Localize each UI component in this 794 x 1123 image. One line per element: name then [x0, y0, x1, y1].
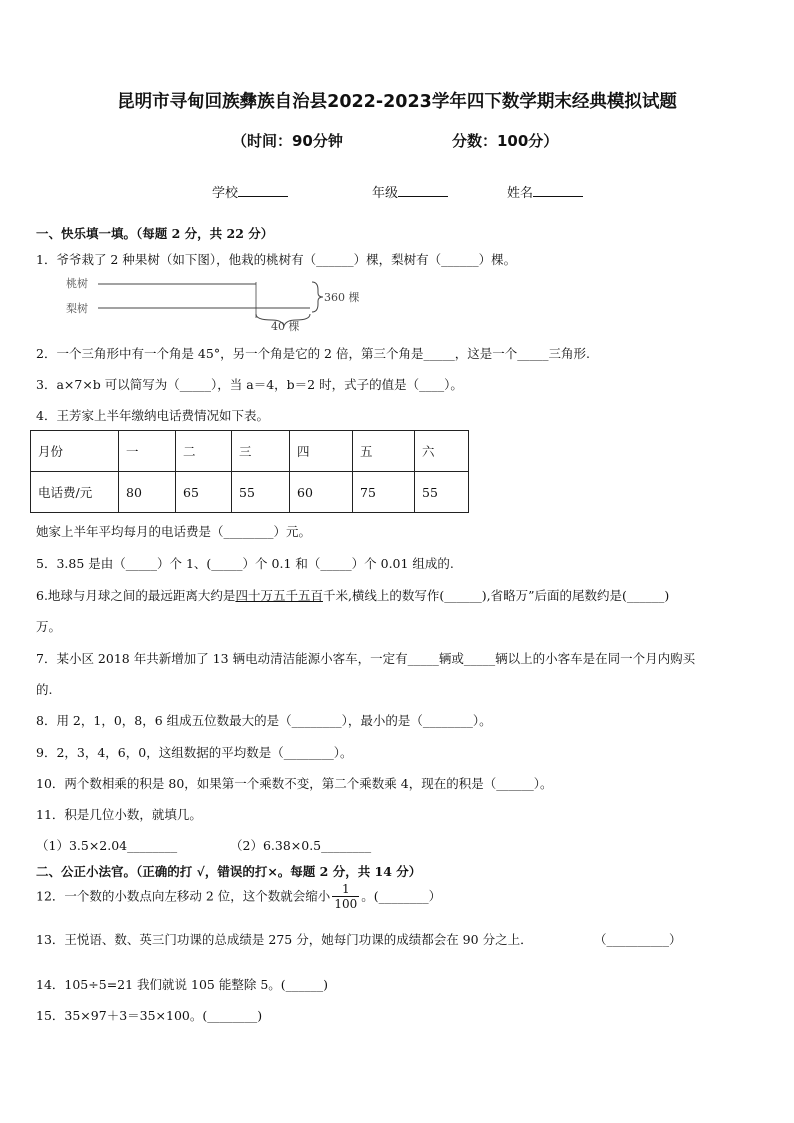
- section-1-heading: 一、快乐填一填。（每题 2 分，共 22 分）: [36, 226, 274, 241]
- section-2-heading: 二、公正小法官。（正确的打 √，错误的打×。每题 2 分，共 14 分）: [36, 864, 422, 879]
- table-cell: 二: [176, 431, 232, 472]
- question-3: 3．a×7×b 可以简写为（_____），当 a＝4，b＝2 时，式子的值是（____）。: [36, 377, 463, 392]
- question-4-followup: 她家上半年平均每月的电话费是（________）元。: [36, 524, 312, 539]
- question-11-part-2: （2）6.38×0.5________: [230, 838, 372, 853]
- question-13-answer-paren[interactable]: （__________）: [594, 932, 682, 947]
- name-blank[interactable]: [533, 184, 583, 197]
- q12-pre: 12．一个数的小数点向左移动 2 位，这个数就会缩小: [36, 888, 331, 904]
- table-row: [31, 472, 469, 513]
- question-10: 10．两个数相乘的积是 80，如果第一个乘数不变，第二个乘数乘 4，现在的积是（______）。: [36, 776, 553, 791]
- table-cell: 一: [119, 431, 176, 472]
- table-cell: 55: [415, 472, 469, 513]
- grade-field[interactable]: [372, 182, 448, 201]
- question-6: [36, 586, 669, 604]
- question-11-part-1: （1）3.5×2.04________: [36, 838, 178, 853]
- table-cell: 六: [415, 431, 469, 472]
- grade-label: 年级: [372, 186, 399, 201]
- q12-denominator: 100: [334, 897, 358, 911]
- table-cell: 65: [176, 472, 232, 513]
- table-header-cell: 电话费/元: [31, 472, 119, 513]
- table-cell: 60: [290, 472, 353, 513]
- q12-numerator: 1: [332, 882, 359, 897]
- exam-title: 昆明市寻甸回族彝族自治县2022-2023学年四下数学期末经典模拟试题: [117, 92, 677, 112]
- table-row: [31, 431, 469, 472]
- question-13: 13．王悦语、数、英三门功课的总成绩是 275 分，她每门功课的成绩都会在 90 分之上．: [36, 932, 533, 947]
- pear-label: 梨树: [66, 302, 88, 315]
- school-field[interactable]: [212, 182, 288, 201]
- question-7-line2: 的.: [36, 682, 53, 697]
- school-label: 学校: [212, 186, 239, 201]
- question-2: 2．一个三角形中有一个角是 45°，另一个角是它的 2 倍，第三个角是_____，这是一个_____三角形.: [36, 346, 590, 361]
- question-9: 9．2，3，4，6，0，这组数据的平均数是（________）。: [36, 745, 353, 760]
- total-brace: [312, 282, 323, 312]
- question-8: 8．用 2，1，0，8，6 组成五位数最大的是（________），最小的是（________）。: [36, 713, 492, 728]
- question-12: [36, 882, 441, 911]
- exam-time: （时间：90分钟: [232, 132, 343, 150]
- question-6-line2: 万。: [36, 619, 62, 634]
- question-4: 4．王芳家上半年缴纳电话费情况如下表。: [36, 408, 269, 423]
- table-header-cell: 月份: [31, 431, 119, 472]
- q6-pre: 6.地球与月球之间的最远距离大约是: [36, 588, 236, 603]
- question-14: 14．105÷5=21 我们就说 105 能整除 5。(______): [36, 977, 329, 992]
- q12-post: 。(________）: [361, 888, 442, 904]
- question-5: 5．3.85 是由（_____）个 1、(_____）个 0.1 和（_____）个 0.01 组成的.: [36, 556, 454, 571]
- table-cell: 五: [353, 431, 415, 472]
- question-11: 11．积是几位小数，就填几。: [36, 807, 202, 822]
- exam-score: 分数：100分）: [452, 132, 559, 150]
- peach-label: 桃树: [66, 277, 88, 290]
- school-blank[interactable]: [238, 184, 288, 197]
- question-7: 7．某小区 2018 年共新增加了 13 辆电动清洁能源小客车，一定有_____辆或_____辆以上的小客车是在同一个月内购买: [36, 651, 696, 666]
- name-field[interactable]: [507, 182, 583, 201]
- question-15: 15．35×97＋3＝35×100。(________): [36, 1008, 263, 1023]
- table-cell: 80: [119, 472, 176, 513]
- question-1: 1．爷爷栽了 2 种果树（如下图），他栽的桃树有（______）棵，梨树有（______）棵。: [36, 252, 517, 267]
- table-cell: 55: [232, 472, 290, 513]
- phone-fee-table: [30, 430, 469, 513]
- name-label: 姓名: [507, 186, 534, 201]
- diff-label: 40 棵: [271, 320, 300, 332]
- q6-underlined-number: 四十万五千五百: [235, 588, 323, 603]
- total-label: 360 棵: [324, 291, 360, 304]
- table-cell: 75: [353, 472, 415, 513]
- q1-tree-diagram: [60, 276, 380, 332]
- q12-fraction: [332, 882, 359, 911]
- table-cell: 三: [232, 431, 290, 472]
- q6-post: 千米,横线上的数写作(______),省略万”后面的尾数约是(______): [322, 588, 670, 603]
- grade-blank[interactable]: [398, 184, 448, 197]
- table-cell: 四: [290, 431, 353, 472]
